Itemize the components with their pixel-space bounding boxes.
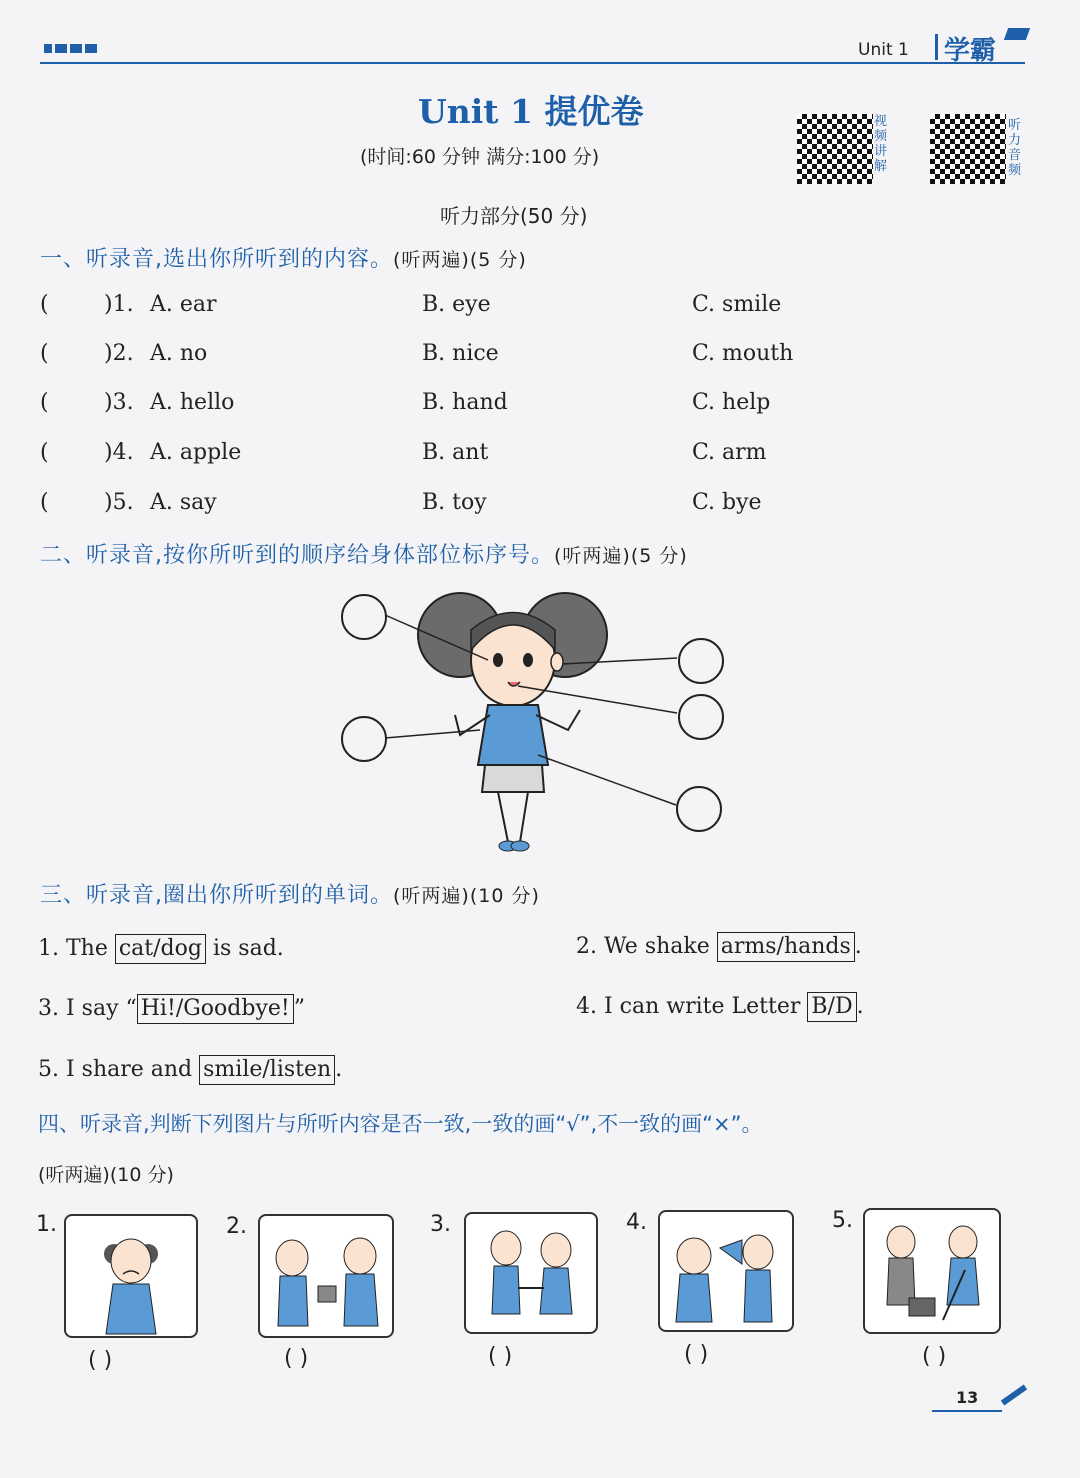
option-c: C. bye: [692, 490, 762, 515]
qr-video-label: 视频讲解: [874, 114, 888, 174]
handshake-icon: [466, 1214, 596, 1332]
part-heading: 听力部分(50 分): [440, 204, 588, 228]
sentence-text: is sad.: [212, 936, 284, 961]
option-a: A. say: [150, 490, 217, 515]
sentence-text: 3. I say “: [38, 996, 137, 1021]
s3-sentence-1: [38, 934, 284, 964]
section1-heading: [40, 242, 527, 273]
answer-paren-open: (: [40, 292, 49, 317]
picture-loud-speaker: [658, 1210, 794, 1332]
word-choice-box[interactable]: smile/listen: [199, 1055, 335, 1085]
option-c: C. help: [692, 390, 771, 415]
s3-sentence-5: [38, 1055, 342, 1085]
sentence-text: 1. The: [38, 936, 108, 961]
page-subtitle: (时间:60 分钟 满分:100 分): [360, 146, 600, 168]
unit-tag: Unit 1: [858, 40, 909, 60]
option-a: A. hello: [150, 390, 235, 415]
s3-sentence-2: [576, 932, 862, 962]
s3-sentence-3: [38, 994, 305, 1024]
word-choice-box[interactable]: Hi!/Goodbye!: [137, 994, 294, 1024]
item-num: )1.: [104, 292, 134, 317]
sentence-text: ”: [293, 996, 305, 1021]
answer-paren-1[interactable]: ( ): [88, 1348, 113, 1373]
answer-paren-3[interactable]: ( ): [488, 1344, 513, 1369]
option-a: A. apple: [150, 440, 242, 465]
answer-paren-2[interactable]: ( ): [284, 1346, 309, 1371]
answer-circle-eye[interactable]: [341, 594, 387, 640]
option-a: A. ear: [150, 292, 217, 317]
answer-paren-5[interactable]: ( ): [922, 1344, 947, 1369]
header-bars: [44, 38, 104, 48]
answer-circle-mouth[interactable]: [678, 694, 724, 740]
section3-note: (听两遍)(10 分): [393, 885, 540, 907]
sad-girl-icon: [66, 1216, 196, 1336]
header-rule: [40, 62, 1025, 64]
section4-heading: 四、听录音,判断下列图片与所听内容是否一致,一致的画“√”,不一致的画“×”。: [38, 1112, 763, 1136]
brand-cap-icon: [1004, 28, 1030, 40]
option-a: A. no: [150, 341, 208, 366]
word-choice-box[interactable]: arms/hands: [717, 932, 855, 962]
page-title: Unit 1 提优卷: [418, 92, 644, 131]
qr-audio-icon: [930, 114, 1006, 184]
section1-note: (听两遍)(5 分): [393, 249, 527, 271]
item-num: )5.: [104, 490, 134, 515]
kids-toy-icon: [260, 1216, 392, 1336]
answer-paren-4[interactable]: ( ): [684, 1342, 709, 1367]
sentence-text: .: [335, 1057, 343, 1082]
option-b: B. toy: [422, 490, 487, 515]
brand-divider: [935, 34, 938, 60]
page-number: 13: [956, 1388, 979, 1407]
section4-note: (听两遍)(10 分): [38, 1164, 174, 1186]
word-choice-box[interactable]: cat/dog: [115, 934, 206, 964]
answer-paren-open: (: [40, 490, 49, 515]
sentence-text: 5. I share and: [38, 1057, 193, 1082]
page-number-rule: [932, 1410, 1002, 1412]
option-b: B. nice: [422, 341, 499, 366]
sentence-text: .: [854, 934, 862, 959]
answer-circle-leg[interactable]: [676, 786, 722, 832]
answer-circle-hand[interactable]: [341, 716, 387, 762]
pic-label-5: 5.: [832, 1208, 853, 1233]
pencil-icon: [1001, 1385, 1027, 1406]
cleaning-icon: [865, 1210, 999, 1332]
item-num: )4.: [104, 440, 134, 465]
qr-video-icon: [797, 114, 873, 184]
picture-sad-girl: [64, 1214, 198, 1338]
sentence-text: 2. We shake: [576, 934, 710, 959]
section3-heading: [40, 878, 540, 909]
answer-paren-open: (: [40, 341, 49, 366]
option-c: C. mouth: [692, 341, 794, 366]
picture-two-kids-toy: [258, 1214, 394, 1338]
option-b: B. ant: [422, 440, 489, 465]
pic-label-4: 4.: [626, 1210, 647, 1235]
word-choice-box[interactable]: B/D: [807, 992, 856, 1022]
picture-cleaning-kids: [863, 1208, 1001, 1334]
section1-title: 一、听录音,选出你所听到的内容。: [40, 247, 393, 272]
megaphone-icon: [660, 1212, 792, 1330]
section2-heading: [40, 538, 688, 569]
option-b: B. eye: [422, 292, 491, 317]
sentence-text: .: [856, 994, 864, 1019]
pic-label-1: 1.: [36, 1212, 57, 1237]
option-c: C. smile: [692, 292, 782, 317]
section2-note: (听两遍)(5 分): [554, 545, 688, 567]
pic-label-3: 3.: [430, 1212, 451, 1237]
section2-title: 二、听录音,按你所听到的顺序给身体部位标序号。: [40, 543, 554, 568]
answer-paren-open: (: [40, 390, 49, 415]
qr-audio-label: 听力音频: [1008, 118, 1022, 178]
pic-label-2: 2.: [226, 1214, 247, 1239]
section3-title: 三、听录音,圈出你所听到的单词。: [40, 883, 393, 908]
sentence-text: 4. I can write Letter: [576, 994, 801, 1019]
item-num: )2.: [104, 341, 134, 366]
item-num: )3.: [104, 390, 134, 415]
picture-handshake: [464, 1212, 598, 1334]
brand-logo: 学霸: [944, 36, 997, 66]
answer-paren-open: (: [40, 440, 49, 465]
answer-circle-ear[interactable]: [678, 638, 724, 684]
option-c: C. arm: [692, 440, 767, 465]
s3-sentence-4: [576, 992, 864, 1022]
option-b: B. hand: [422, 390, 508, 415]
